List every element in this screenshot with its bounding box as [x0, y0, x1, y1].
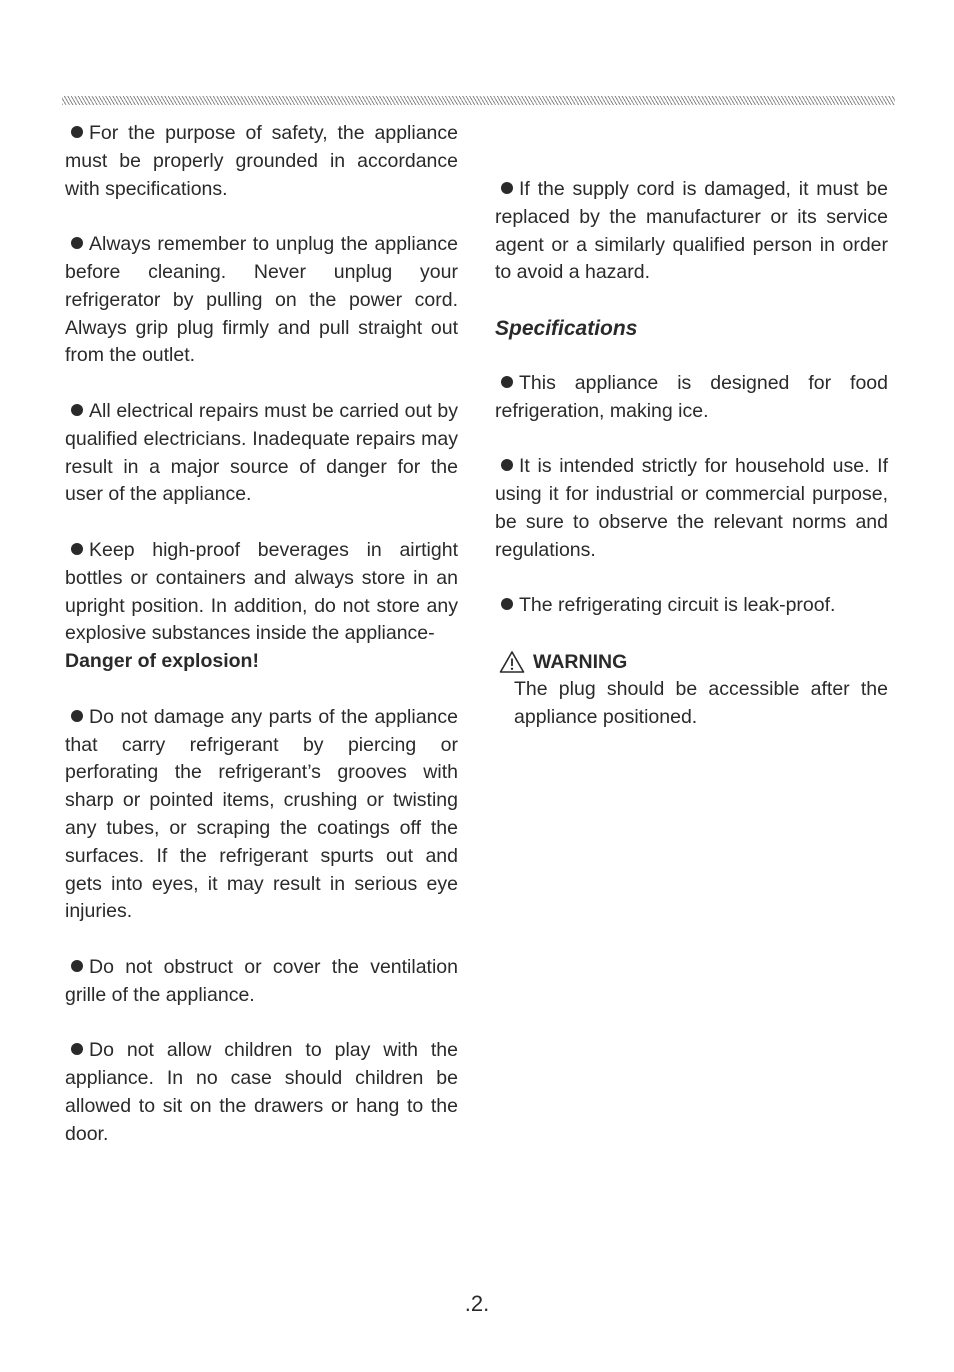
safety-item-children: Do not allow children to play with the appliance. In no case should children be allowed to sit on the drawers or hang to the door.: [65, 1039, 458, 1145]
bullet-icon: [71, 543, 83, 555]
safety-item-supply-cord: If the supply cord is damaged, it must be replaced by the manufacturer or its service agent or a similarly qualified person in order to avoid a hazard.: [495, 178, 888, 284]
bullet-icon: [501, 459, 513, 471]
warning-heading: [499, 648, 888, 676]
bullet-icon: [71, 960, 83, 972]
bullet-icon: [71, 404, 83, 416]
page-number: .2.: [464, 1291, 490, 1316]
warning-triangle-icon: [499, 650, 525, 674]
bullet-icon: [71, 1043, 83, 1055]
bullet-icon: [501, 598, 513, 610]
bullet-icon: [71, 710, 83, 722]
safety-item-refrigerant: Do not damage any parts of the appliance that carry refrigerant by piercing or perforating the refrigerant’s grooves with sharp or pointed items, crushing or twisting any tubes, or scraping the coatings off the surfaces. If the refrigerant spurts out and gets into eyes, it may result in serious eye injuries.: [65, 705, 458, 923]
safety-item-grounding: For the purpose of safety, the appliance must be properly grounded in accordance with specifications.: [65, 122, 458, 200]
specifications-heading: Specifications: [495, 316, 638, 340]
safety-item-repairs: All electrical repairs must be carried out by qualified electricians. Inadequate repairs may result in a major source of danger for the user of the appliance.: [65, 399, 458, 506]
bullet-icon: [501, 376, 513, 388]
left-column: [65, 120, 458, 1176]
bullet-icon: [71, 237, 83, 249]
explosion-danger-label: Danger of explosion!: [65, 650, 259, 673]
right-column: [495, 176, 888, 759]
bullet-icon: [501, 182, 513, 194]
safety-item-unplug: Always remember to unplug the appliance before cleaning. Never unplug your refrigerator by pulling on the power cord. Always grip plug firmly and pull straight out from the outlet.: [65, 233, 458, 367]
header-rule: [62, 96, 895, 105]
warning-text: The plug should be accessible after the appliance positioned.: [514, 677, 888, 728]
spec-item-food: This appliance is designed for food refrigeration, making ice.: [495, 371, 888, 422]
safety-item-ventilation: Do not obstruct or cover the ventilation grille of the appliance.: [65, 955, 458, 1006]
bullet-icon: [71, 126, 83, 138]
spec-item-leak-proof: The refrigerating circuit is leak-proof.: [495, 592, 888, 620]
safety-item-beverages: Keep high-proof beverages in airtight bottles or containers and always store in an upright position. In addition, do not store any explosive substances inside the appliance- Danger of explosion!: [65, 537, 458, 676]
spec-item-household: It is intended strictly for household use. If using it for industrial or commercial purpose, be sure to observe the relevant norms and regulations.: [495, 455, 888, 561]
warning-title: WARNING: [533, 650, 628, 673]
